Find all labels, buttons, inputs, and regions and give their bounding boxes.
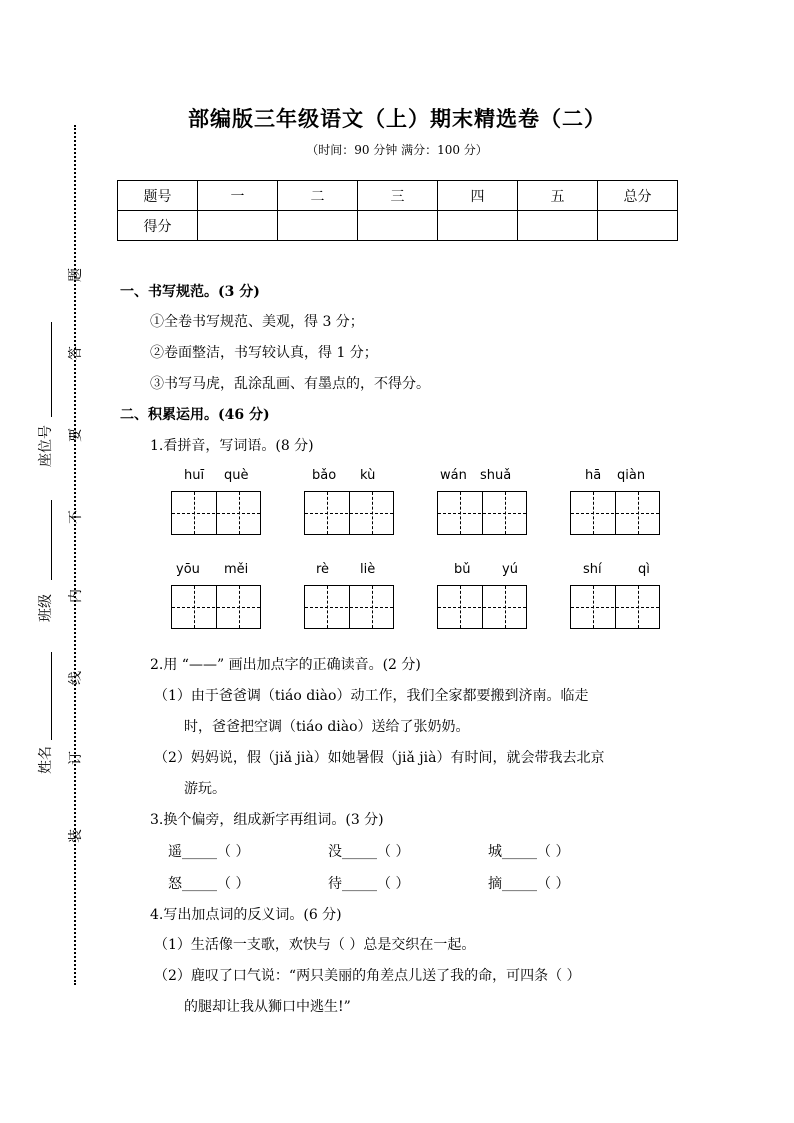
pinyin: wán [440,468,467,483]
binding-char-1: 题 [68,268,84,282]
header-cell: 一 [198,181,278,211]
exam-info: （时间：90 分钟 满分：100 分） [306,143,488,157]
q2-line: （1）由于爸爸调（tiáo diào）动工作，我们全家都要搬到济南。临走 [154,688,589,704]
pinyin: liè [360,562,376,577]
pinyin: rè [316,562,330,577]
page-title: 部编版三年级语文（上）期末精选卷（二） [188,106,606,131]
pinyin: huī [184,468,205,483]
pinyin: hā [585,468,602,483]
pinyin: qì [638,562,650,577]
score-cell[interactable] [598,211,678,241]
section-1-item: ③书写马虎，乱涂乱画、有墨点的，不得分。 [150,376,430,392]
binding-char-3: 要 [68,428,84,442]
pinyin: yōu [176,562,200,577]
header-cell: 五 [518,181,598,211]
section-1-heading: 一、书写规范。(3 分) [120,284,260,300]
q4-line: 的腿却让我从狮口中逃生!” [184,999,351,1015]
q2-line: 游玩。 [184,781,226,797]
binding-char-6: 线 [68,671,84,685]
pinyin: yú [502,562,518,577]
writing-grid[interactable] [304,585,394,629]
score-cell[interactable] [198,211,278,241]
section-1-item: ②卷面整洁，书写较认真，得 1 分； [150,345,378,361]
pinyin: què [224,468,249,483]
seat-number-line [51,322,52,417]
pinyin: kù [360,468,376,483]
score-cell[interactable] [358,211,438,241]
score-table-header-row [118,181,678,211]
header-cell: 三 [358,181,438,211]
score-cell[interactable] [518,211,598,241]
pinyin: bǔ [454,562,471,577]
seat-number-label: 座位号 [38,425,54,467]
pinyin: bǎo [312,468,337,483]
binding-dotted-line [74,125,76,985]
binding-char-2: 答 [68,346,84,360]
pinyin: shuǎ [480,468,512,483]
score-table [117,180,678,241]
writing-grid[interactable] [437,491,527,535]
q3-item: 怒_____（ ） [168,876,250,892]
header-cell: 四 [438,181,518,211]
score-cell[interactable] [438,211,518,241]
binding-char-5: 内 [68,589,84,603]
q2-line: 时，爸爸把空调（tiáo diào）送给了张奶奶。 [184,719,470,735]
writing-grid[interactable] [570,491,660,535]
writing-grid[interactable] [304,491,394,535]
writing-grid[interactable] [437,585,527,629]
binding-char-8: 装 [68,829,84,843]
writing-grid[interactable] [171,491,261,535]
writing-grid[interactable] [570,585,660,629]
pinyin: qiàn [617,468,646,483]
q4-line: （2）鹿叹了口气说：“两只美丽的角差点儿送了我的命，可四条（ ） [154,968,581,984]
q4-prompt: 4.写出加点词的反义词。(6 分) [150,907,342,923]
class-line [51,500,52,580]
section-2-heading: 二、积累运用。(46 分) [120,407,270,423]
name-line [51,652,52,740]
q3-item: 没_____（ ） [328,844,410,860]
q1-prompt: 1.看拼音，写词语。(8 分) [150,438,314,454]
q2-prompt: 2.用 “——” 画出加点字的正确读音。(2 分) [150,657,421,673]
q3-prompt: 3.换个偏旁，组成新字再组词。(3 分) [150,812,384,828]
q3-item: 城_____（ ） [488,844,570,860]
q3-item: 遥_____（ ） [168,844,250,860]
q2-line: （2）妈妈说，假（jiǎ jià）如她暑假（jiǎ jià）有时间，就会带我去北京 [154,750,605,766]
section-1-item: ①全卷书写规范、美观，得 3 分； [150,314,364,330]
header-cell: 总分 [598,181,678,211]
class-label: 班级 [38,594,54,622]
header-cell: 题号 [118,181,198,211]
header-cell: 二 [278,181,358,211]
name-label: 姓名 [38,746,54,774]
binding-char-4: 不 [68,510,84,524]
q3-item: 待_____（ ） [328,876,410,892]
pinyin: měi [224,562,249,577]
score-table-score-row [118,211,678,241]
score-cell[interactable] [278,211,358,241]
score-label-cell: 得分 [118,211,198,241]
pinyin: shí [583,562,602,577]
writing-grid[interactable] [171,585,261,629]
binding-char-7: 订 [68,751,84,765]
q4-line: （1）生活像一支歌，欢快与（ ）总是交织在一起。 [154,937,476,953]
q3-item: 摘_____（ ） [488,876,570,892]
